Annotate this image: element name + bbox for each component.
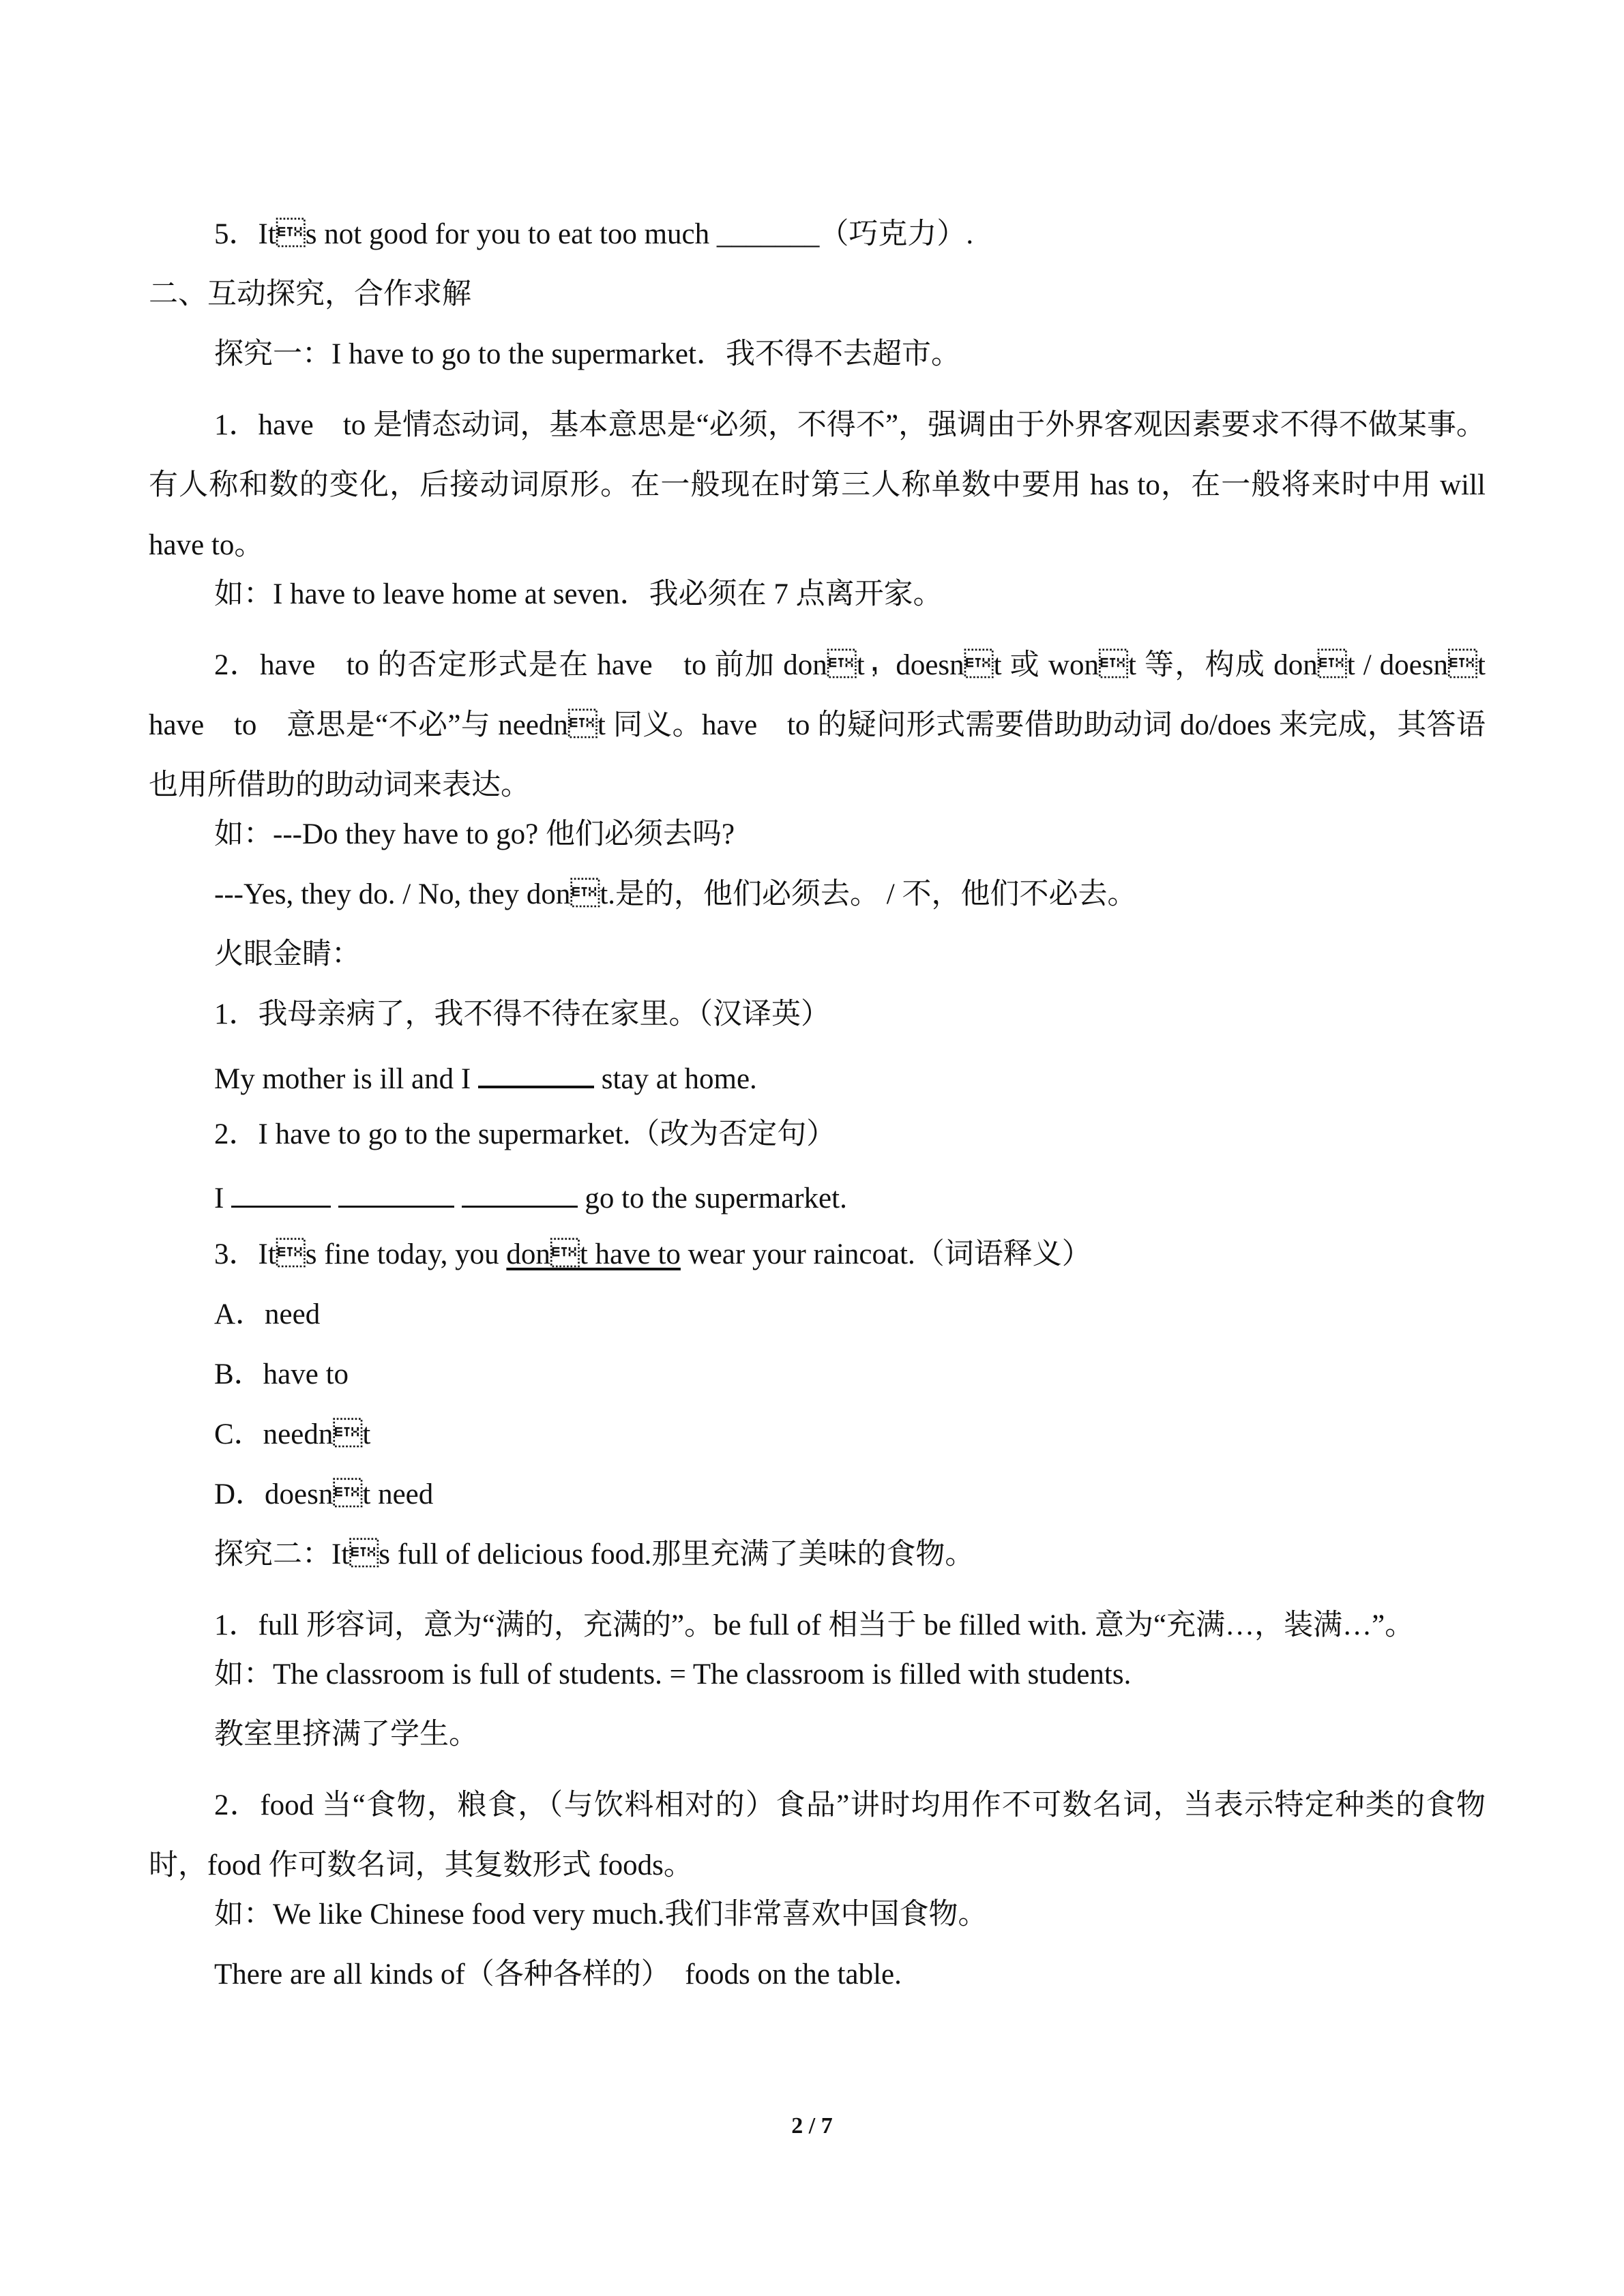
option-d[interactable]: D．doesnt need [214, 1478, 434, 1510]
example-translation: 教室里挤满了学生。 [214, 1718, 478, 1750]
option-a[interactable]: A．need [214, 1298, 321, 1330]
answer-text-pre: I [214, 1182, 232, 1214]
question-2-answer [149, 1176, 1486, 1236]
answer-blank-2[interactable] [338, 1176, 454, 1208]
example-answer: ---Yes, they do. / No, they dont.是的，他们必须去。 / 不，他们不必去。 [214, 878, 1137, 910]
explore-two-point-2: 2．food 当“食物，粮食，（与饮料相对的）食品”讲时均用作不可数名词，当表示特定种类的食物时，food 作可数名词，其复数形式 foods。 [149, 1789, 1486, 1881]
example-sentence: 如：The classroom is full of students. = The classroom is filled with students. [214, 1658, 1132, 1690]
answer-text-pre: My mother is ill and I [214, 1063, 478, 1095]
question-1: 1．我母亲病了，我不得不待在家里。（汉译英） [214, 998, 830, 1030]
section-heading: 二、互动探究，合作求解 [149, 278, 471, 310]
question-3-post: wear your raincoat.（词语释义） [680, 1238, 1091, 1270]
question-3-pre: 3．Its fine today, you [214, 1238, 507, 1270]
option-c[interactable]: C．neednt [214, 1418, 371, 1450]
explore-one-point-1: 1．have to 是情态动词，基本意思是“必须，不得不”，强调由于外界客观因素要求不得不做某事。有人称和数的变化，后接动词原形。在一般现在时第三人称单数中要用 has to，在一般将来时中用 will have to。 [149, 409, 1486, 561]
explore-two-heading: 探究二：Its full of delicious food.那里充满了美味的食物。 [214, 1538, 975, 1570]
answer-text-post: go to the supermarket. [577, 1182, 847, 1214]
example-sentence: 如：I have to leave home at seven．我必须在 7 点离开家。 [214, 578, 943, 610]
option-b[interactable]: B．have to [214, 1358, 349, 1390]
answer-blank-1[interactable] [231, 1176, 331, 1208]
page-content [149, 215, 1486, 2016]
example-question: 如：---Do they have to go? 他们必须去吗? [214, 818, 735, 850]
question-3 [149, 1236, 1486, 1296]
explore-one-point-2: 2．have to 的否定形式是在 have to 前加 dont，doesnt 或 wont 等，构成 dont / doesnt have to 意思是“不必”与 neednt 同义。have to 的疑问形式需要借助助动词 do/does 来完成，其答语也用所借助的助动词来表达。 [149, 649, 1486, 801]
question-2: 2．I have to go to the supermarket.（改为否定句） [214, 1118, 836, 1150]
explore-one-heading: 探究一：I have to go to the supermarket．我不得不去超市。 [214, 338, 960, 370]
answer-text-post: stay at home. [593, 1063, 757, 1095]
exercise-heading: 火眼金睛： [214, 938, 361, 970]
answer-blank-3[interactable] [462, 1176, 578, 1208]
example-sentence: There are all kinds of（各种各样的） foods on the table. [214, 1958, 902, 1991]
answer-blank[interactable] [478, 1056, 594, 1088]
explore-two-point-1: 1．full 形容词，意为“满的，充满的”。be full of 相当于 be filled with. 意为“充满…，装满…”。 [214, 1609, 1415, 1641]
underlined-phrase: dont have to [506, 1238, 681, 1270]
exercise-item-5: 5．Its not good for you to eat too much _______（巧克力）. [214, 218, 974, 250]
example-sentence: 如：We like Chinese food very much.我们非常喜欢中国食物。 [214, 1898, 988, 1930]
question-1-answer [149, 1056, 1486, 1116]
page-number: 2 / 7 [791, 2113, 833, 2138]
